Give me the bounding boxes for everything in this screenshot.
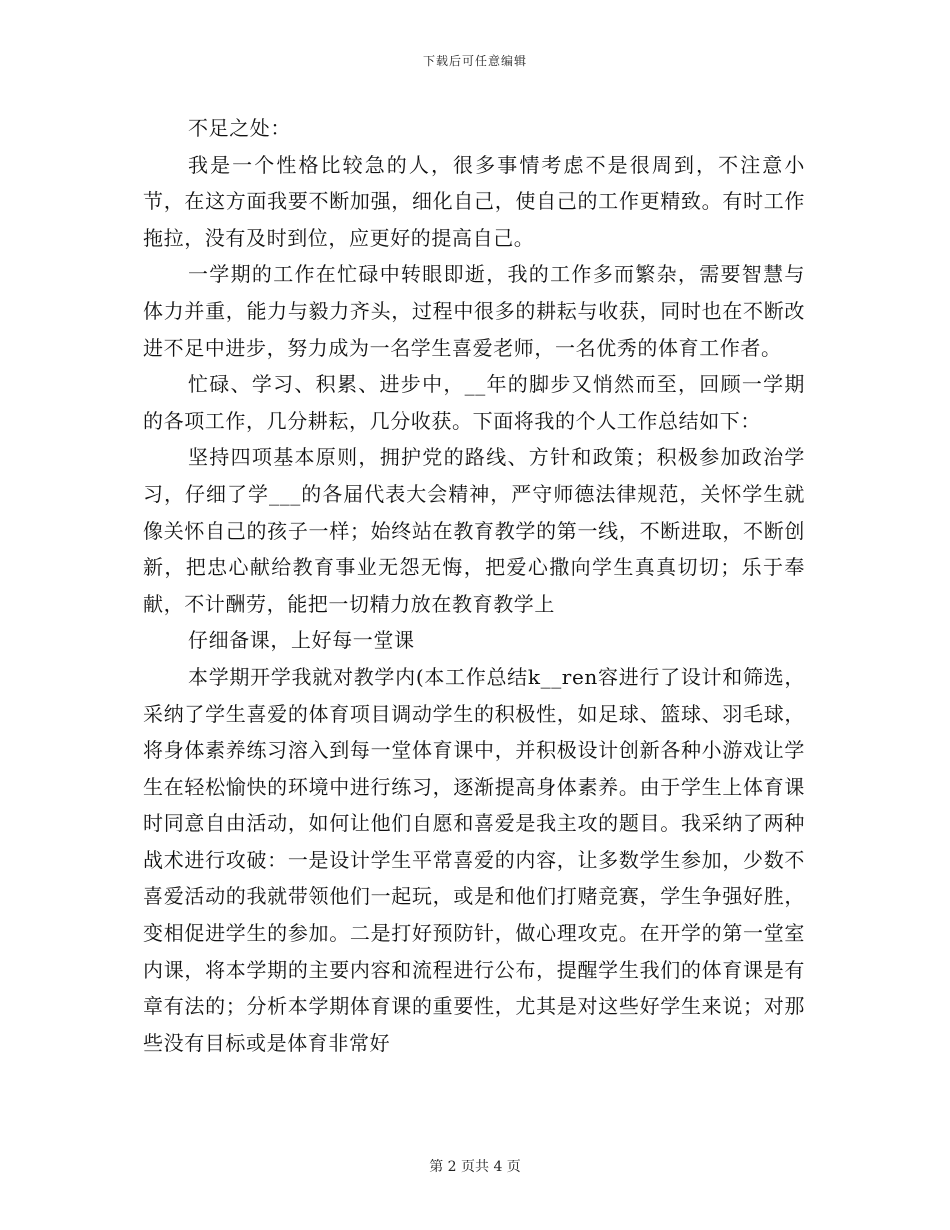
paragraph: 忙碌、学习、积累、进步中，__年的脚步又悄然而至，回顾一学期的各项工作，几分耕耘，几分收获。下面将我的个人工作总结如下： bbox=[143, 372, 805, 433]
page-number: 第 2 页共 4 页 bbox=[429, 1159, 521, 1175]
paragraph: 一学期的工作在忙碌中转眼即逝，我的工作多而繁杂，需要智慧与体力并重，能力与毅力齐头，过程中很多的耕耘与收获，同时也在不断改进不足中进步，努力成为一名学生喜爱老师，一名优秀的体育工作者。 bbox=[143, 262, 805, 360]
section-heading: 仔细备课，上好每一堂课 bbox=[188, 628, 415, 653]
paragraph: 坚持四项基本原则，拥护党的路线、方针和政策；积极参加政治学习，仔细了学___的各届代表大会精神，严守师德法律规范，关怀学生就像关怀自己的孩子一样；始终站在教育教学的第一线，不断进取，不断创新，把忠心献给教育事业无怨无悔，把爱心撒向学生真真切切；乐于奉献，不计酬劳，能把一切精力放在教育教学上 bbox=[143, 445, 805, 616]
paragraph: 不足之处： bbox=[188, 116, 291, 140]
document-body bbox=[143, 110, 805, 1061]
page-header: 下载后可任意编辑 bbox=[422, 54, 527, 68]
paragraph: 本学期开学我就对教学内(本工作总结k__ren容进行了设计和筛选，采纳了学生喜爱的体育项目调动学生的积极性，如足球、篮球、羽毛球，将身体素养练习溶入到每一堂体育课中，并积极设计创新各种小游戏让学生在轻松愉快的环境中进行练习，逐渐提高身体素养。由于学生上体育课时同意自由活动，如何让他们自愿和喜爱是我主攻的题目。我采纳了两种战术进行攻破：一是设计学生平常喜爱的内容，让多数学生参加，少数不喜爱活动的我就带领他们一起玩，或是和他们打赌竞赛，学生争强好胜，变相促进学生的参加。二是打好预防针，做心理攻克。在开学的第一堂室内课，将本学期的主要内容和流程进行公布，提醒学生我们的体育课是有章有法的；分析本学期体育课的重要性，尤其是对这些好学生来说；对那些没有目标或是体育非常好 bbox=[143, 664, 805, 1055]
paragraph: 我是一个性格比较急的人，很多事情考虑不是很周到，不注意小节，在这方面我要不断加强，细化自己，使自己的工作更精致。有时工作拖拉，没有及时到位，应更好的提高自己。 bbox=[143, 152, 805, 250]
